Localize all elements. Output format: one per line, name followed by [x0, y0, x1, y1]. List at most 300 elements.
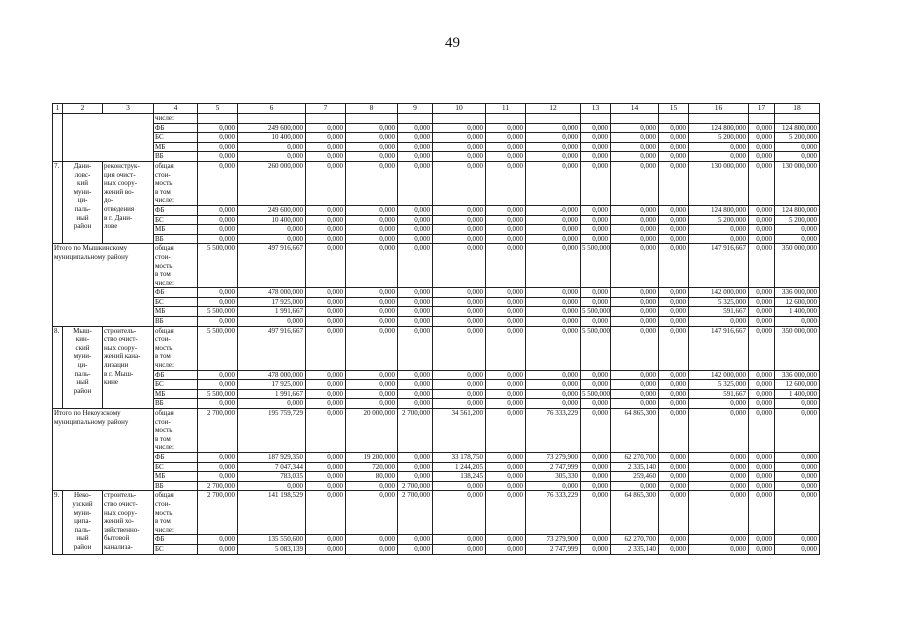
funding-source: БС — [154, 297, 198, 307]
column-number: 10 — [433, 104, 486, 114]
value-cell: 73 279,900 — [526, 452, 581, 462]
value-cell: 0,000 — [398, 307, 433, 317]
value-cell: 0,000 — [486, 142, 526, 152]
value-cell: 0,000 — [346, 215, 398, 225]
value-cell: 0,000 — [749, 317, 775, 327]
value-cell: 5 500,000 — [582, 307, 610, 316]
value-cell: 0,000 — [486, 161, 526, 205]
funding-source: ФБ — [154, 123, 198, 133]
value-cell: 124 800,000 — [775, 205, 820, 215]
value-cell: 0,000 — [433, 152, 486, 162]
value-cell: 0,000 — [346, 123, 398, 133]
value-cell: 497 916,667 — [238, 326, 306, 370]
value-cell: 5 200,000 — [689, 133, 749, 143]
value-cell: 478 000,000 — [238, 288, 306, 298]
value-cell: 130 000,000 — [689, 161, 749, 205]
value-cell: 142 000,000 — [689, 370, 749, 380]
value-cell: 7 047,344 — [238, 462, 306, 472]
value-cell: 0,000 — [775, 544, 820, 554]
value-cell: 0,000 — [486, 389, 526, 399]
empty-cell — [238, 114, 306, 124]
value-cell: 0,000 — [581, 142, 611, 152]
value-cell: 0,000 — [198, 370, 238, 380]
value-cell: 0,000 — [526, 225, 581, 235]
value-cell: 0,000 — [659, 409, 689, 453]
value-cell: 0,000 — [198, 123, 238, 133]
value-cell: 0,000 — [581, 481, 611, 491]
value-cell: 0,000 — [486, 462, 526, 472]
value-cell: 2 700,000 — [198, 481, 238, 491]
value-cell: 0,000 — [526, 152, 581, 162]
column-number: 2 — [63, 104, 103, 114]
value-cell: 0,000 — [611, 380, 659, 390]
value-cell: 0,000 — [749, 491, 775, 535]
table-row — [53, 234, 820, 244]
value-cell: 0,000 — [306, 491, 346, 535]
value-cell: 0,000 — [198, 472, 238, 482]
value-cell: 0,000 — [749, 481, 775, 491]
value-cell: 124 800,000 — [689, 205, 749, 215]
value-cell: 0,000 — [486, 307, 526, 317]
funding-source: ФБ — [154, 288, 198, 298]
value-cell: 0,000 — [775, 142, 820, 152]
value-cell: 0,000 — [611, 481, 659, 491]
table-row — [53, 317, 820, 327]
value-cell: 0,000 — [198, 399, 238, 409]
value-cell: 0,000 — [306, 481, 346, 491]
value-cell: 0,000 — [486, 133, 526, 143]
value-cell: 0,000 — [775, 452, 820, 462]
value-cell: 0,000 — [433, 535, 486, 545]
value-cell: 0,000 — [749, 123, 775, 133]
table-row — [53, 244, 820, 288]
value-cell: 0,000 — [749, 544, 775, 554]
value-cell: 0,000 — [398, 133, 433, 143]
value-cell: 350 000,000 — [775, 326, 820, 370]
row-type-label: общая стои- мость в том числе: — [154, 491, 198, 535]
funding-source: ФБ — [154, 452, 198, 462]
header-row — [53, 104, 820, 114]
value-cell: 0,000 — [346, 133, 398, 143]
value-cell: 0,000 — [486, 491, 526, 535]
value-cell: 187 929,350 — [238, 452, 306, 462]
table-row — [53, 297, 820, 307]
table-row — [53, 307, 820, 317]
value-cell: 5 200,000 — [689, 215, 749, 225]
value-cell: 0,000 — [775, 481, 820, 491]
value-cell: 0,000 — [526, 133, 581, 143]
empty-cell — [306, 114, 346, 124]
value-cell: 0,000 — [398, 234, 433, 244]
empty-cell — [63, 114, 154, 162]
value-cell: 0,000 — [306, 452, 346, 462]
value-cell: 19 200,000 — [346, 452, 398, 462]
funding-source: ВБ — [154, 152, 198, 162]
value-cell: 0,000 — [306, 380, 346, 390]
value-cell: 0,000 — [749, 307, 775, 317]
value-cell: 0,000 — [611, 244, 659, 288]
value-cell: 0,000 — [198, 297, 238, 307]
value-cell: 0,000 — [581, 462, 611, 472]
value-cell: 0,000 — [198, 225, 238, 235]
value-cell: 0,000 — [306, 307, 346, 317]
value-cell: 0,000 — [486, 225, 526, 235]
row-type-label: общая стои- мость в том числе: — [154, 326, 198, 370]
value-cell: 0,000 — [398, 452, 433, 462]
column-number: 15 — [659, 104, 689, 114]
value-cell: 0,000 — [306, 133, 346, 143]
value-cell: 5 500,000 — [582, 389, 610, 398]
value-cell: 0,000 — [659, 225, 689, 235]
value-cell: 0,000 — [306, 288, 346, 298]
value-cell: 0,000 — [306, 234, 346, 244]
value-cell: 0,000 — [581, 133, 611, 143]
value-cell: 0,000 — [433, 326, 486, 370]
value-cell: 64 865,300 — [611, 409, 659, 453]
value-cell: 0,000 — [398, 244, 433, 288]
value-cell: 0,000 — [346, 142, 398, 152]
value-cell: 0,000 — [346, 326, 398, 370]
value-cell: 0,000 — [306, 142, 346, 152]
value-cell: 2 700,000 — [398, 491, 433, 535]
empty-cell — [581, 114, 611, 124]
value-cell: 0,000 — [198, 205, 238, 215]
table-row — [53, 288, 820, 298]
value-cell: 0,000 — [306, 472, 346, 482]
table-row — [53, 123, 820, 133]
value-cell: 5 500,000 — [581, 244, 611, 288]
value-cell: 0,000 — [238, 399, 306, 409]
empty-cell — [433, 114, 486, 124]
value-cell: 0,000 — [526, 234, 581, 244]
value-cell: 64 865,300 — [611, 491, 659, 535]
value-cell: 0,000 — [689, 472, 749, 482]
value-cell: 0,000 — [659, 481, 689, 491]
value-cell: 305,330 — [526, 472, 581, 482]
value-cell: 2 700,000 — [398, 481, 433, 491]
value-cell: 0,000 — [398, 544, 433, 554]
value-cell: 0,000 — [659, 215, 689, 225]
value-cell: 0,000 — [611, 133, 659, 143]
value-cell: 62 270,700 — [611, 535, 659, 545]
value-cell: 0,000 — [749, 399, 775, 409]
funding-source: ФБ — [154, 205, 198, 215]
value-cell: 0,000 — [346, 152, 398, 162]
value-cell: 0,000 — [581, 380, 611, 390]
value-cell: 0,000 — [346, 297, 398, 307]
value-cell: 33 178,750 — [433, 452, 486, 462]
value-cell: 0,000 — [749, 380, 775, 390]
value-cell: 0,000 — [306, 205, 346, 215]
value-cell: 336 000,000 — [775, 370, 820, 380]
district-name: Неко- узский муни- ципа- паль- ный район — [63, 491, 103, 554]
column-number: 7 — [306, 104, 346, 114]
funding-source: МБ — [154, 142, 198, 152]
column-number: 4 — [154, 104, 198, 114]
value-cell: 0,000 — [659, 205, 689, 215]
table-row — [53, 389, 820, 399]
value-cell: 5 500,000 — [198, 244, 238, 288]
value-cell: 0,000 — [198, 462, 238, 472]
value-cell: 0,000 — [611, 389, 659, 399]
value-cell: 0,000 — [581, 288, 611, 298]
value-cell: 73 279,900 — [526, 535, 581, 545]
value-cell: 0,000 — [526, 142, 581, 152]
value-cell: 0,000 — [775, 491, 820, 535]
value-cell: 0,000 — [775, 409, 820, 453]
value-cell: 0,000 — [238, 317, 306, 327]
value-cell: 0,000 — [398, 380, 433, 390]
value-cell: 0,000 — [398, 225, 433, 235]
value-cell: 0,000 — [581, 472, 611, 482]
value-cell: 0,000 — [198, 215, 238, 225]
value-cell: 0,000 — [433, 370, 486, 380]
value-cell: 0,000 — [398, 152, 433, 162]
value-cell: 0,000 — [486, 544, 526, 554]
value-cell: 0,000 — [433, 234, 486, 244]
value-cell: 0,000 — [198, 317, 238, 327]
value-cell: 0,000 — [659, 544, 689, 554]
value-cell: 2 747,999 — [526, 544, 581, 554]
value-cell: 0,000 — [749, 409, 775, 453]
value-cell: 0,000 — [398, 161, 433, 205]
value-cell: 0,000 — [775, 399, 820, 409]
value-cell: 0,000 — [659, 297, 689, 307]
value-cell: 12 600,000 — [775, 380, 820, 390]
row-type-label: общая стои- мость в том числе: — [154, 409, 198, 453]
item-number: 9. — [53, 491, 63, 554]
value-cell: 0,000 — [398, 370, 433, 380]
value-cell: 0,000 — [306, 244, 346, 288]
table-row — [53, 535, 820, 545]
value-cell: 0,000 — [306, 123, 346, 133]
value-cell: 0,000 — [238, 234, 306, 244]
value-cell: 0,000 — [306, 152, 346, 162]
value-cell: 249 600,000 — [238, 123, 306, 133]
table-row — [53, 491, 820, 535]
value-cell: 0,000 — [611, 326, 659, 370]
value-cell: 0,000 — [433, 133, 486, 143]
value-cell: 497 916,667 — [238, 244, 306, 288]
value-cell: 124 800,000 — [775, 123, 820, 133]
value-cell: 0,000 — [486, 472, 526, 482]
column-number: 1 — [53, 104, 63, 114]
value-cell: 0,000 — [346, 481, 398, 491]
funding-source: ВБ — [154, 234, 198, 244]
empty-cell — [749, 114, 775, 124]
funding-source: ВБ — [154, 317, 198, 327]
value-cell: 2 700,000 — [198, 409, 238, 453]
value-cell: 0,000 — [398, 215, 433, 225]
district-name: Дани- ловс- кий муни- ци- паль- ный район — [63, 161, 103, 243]
value-cell: 0,000 — [526, 297, 581, 307]
value-cell: 1 991,667 — [238, 307, 306, 317]
value-cell: 138,245 — [433, 472, 486, 482]
value-cell: 0,000 — [486, 370, 526, 380]
value-cell: 0,000 — [306, 161, 346, 205]
value-cell: 0,000 — [486, 481, 526, 491]
value-cell: 0,000 — [398, 288, 433, 298]
value-cell: 0,000 — [659, 491, 689, 535]
value-cell: 0,000 — [611, 161, 659, 205]
value-cell: 0,000 — [306, 326, 346, 370]
value-cell: 0,000 — [346, 399, 398, 409]
value-cell: 0,000 — [398, 123, 433, 133]
value-cell: 0,000 — [749, 462, 775, 472]
table-row — [53, 452, 820, 462]
value-cell: 10 400,000 — [238, 215, 306, 225]
table-row — [53, 161, 820, 205]
value-cell: 0,000 — [526, 161, 581, 205]
table-row — [53, 326, 820, 370]
value-cell: 0,000 — [775, 472, 820, 482]
value-cell: 20 000,000 — [346, 409, 398, 453]
value-cell: 0,000 — [526, 215, 581, 225]
value-cell: 0,000 — [526, 326, 581, 370]
value-cell: 0,000 — [486, 215, 526, 225]
value-cell: 5 325,000 — [689, 380, 749, 390]
value-cell: 0,000 — [346, 370, 398, 380]
table-row — [53, 152, 820, 162]
value-cell: 0,000 — [306, 370, 346, 380]
value-cell: 130 000,000 — [775, 161, 820, 205]
value-cell: 0,000 — [659, 452, 689, 462]
value-cell: 0,000 — [749, 133, 775, 143]
value-cell: 0,000 — [346, 380, 398, 390]
value-cell: 0,000 — [581, 409, 611, 453]
value-cell: 0,000 — [611, 142, 659, 152]
table-row — [53, 481, 820, 491]
funding-source: МБ — [154, 225, 198, 235]
value-cell: 1 991,667 — [238, 389, 306, 399]
value-cell: 0,000 — [659, 380, 689, 390]
value-cell: 0,000 — [749, 205, 775, 215]
value-cell: 0,000 — [611, 370, 659, 380]
value-cell: 0,000 — [611, 152, 659, 162]
value-cell: 0,000 — [749, 215, 775, 225]
value-cell: 5 325,000 — [689, 297, 749, 307]
value-cell: 0,000 — [749, 142, 775, 152]
value-cell: 142 000,000 — [689, 288, 749, 298]
value-cell: 0,000 — [689, 399, 749, 409]
value-cell: 0,000 — [775, 225, 820, 235]
value-cell: 0,000 — [775, 535, 820, 545]
value-cell: 0,000 — [486, 234, 526, 244]
value-cell: 0,000 — [581, 215, 611, 225]
value-cell: 0,000 — [689, 452, 749, 462]
value-cell: -0,000 — [526, 205, 581, 215]
value-cell: 0,000 — [433, 491, 486, 535]
value-cell: 0,000 — [749, 326, 775, 370]
funding-source: МБ — [154, 389, 198, 399]
item-number: 7. — [53, 161, 63, 243]
value-cell: 0,000 — [198, 161, 238, 205]
value-cell: 0,000 — [611, 317, 659, 327]
itogo-label: Итого по Мышкинскому муниципальному району — [53, 244, 154, 326]
value-cell: 0,000 — [433, 244, 486, 288]
value-cell: 0,000 — [433, 288, 486, 298]
table-row — [53, 472, 820, 482]
value-cell: 0,000 — [346, 317, 398, 327]
value-cell: 0,000 — [749, 152, 775, 162]
value-cell: 0,000 — [398, 389, 433, 399]
value-cell: 0,000 — [611, 297, 659, 307]
empty-cell — [611, 114, 659, 124]
value-cell: 0,000 — [611, 399, 659, 409]
value-cell: 0,000 — [198, 234, 238, 244]
value-cell: 2 335,140 — [611, 462, 659, 472]
value-cell: 0,000 — [689, 491, 749, 535]
value-cell: 195 759,729 — [238, 409, 306, 453]
table-row — [53, 114, 820, 124]
value-cell: 0,000 — [749, 389, 775, 399]
value-cell: 0,000 — [581, 544, 611, 554]
column-number: 8 — [346, 104, 398, 114]
value-cell: 0,000 — [611, 288, 659, 298]
value-cell: 0,000 — [611, 205, 659, 215]
value-cell: 5 500,000 — [198, 307, 238, 317]
table-row — [53, 142, 820, 152]
column-number: 18 — [775, 104, 820, 114]
value-cell: 10 400,000 — [238, 133, 306, 143]
value-cell: 0,000 — [238, 142, 306, 152]
value-cell: 0,000 — [659, 535, 689, 545]
value-cell: 0,000 — [306, 389, 346, 399]
value-cell: 0,000 — [611, 215, 659, 225]
value-cell: 135 550,600 — [238, 535, 306, 545]
value-cell: 0,000 — [581, 491, 611, 535]
value-cell: 80,000 — [346, 472, 398, 482]
value-cell: 0,000 — [526, 244, 581, 288]
value-cell: 0,000 — [433, 225, 486, 235]
value-cell: 0,000 — [306, 462, 346, 472]
value-cell: 0,000 — [398, 462, 433, 472]
value-cell: 0,000 — [659, 142, 689, 152]
value-cell: 0,000 — [486, 326, 526, 370]
value-cell: 0,000 — [611, 123, 659, 133]
value-cell: 0,000 — [346, 544, 398, 554]
value-cell: 0,000 — [346, 389, 398, 399]
value-cell: 0,000 — [486, 297, 526, 307]
value-cell: 0,000 — [749, 297, 775, 307]
value-cell: 0,000 — [486, 399, 526, 409]
table-row — [53, 370, 820, 380]
value-cell: 0,000 — [306, 535, 346, 545]
value-cell: 0,000 — [486, 317, 526, 327]
value-cell: 0,000 — [486, 288, 526, 298]
value-cell: 0,000 — [581, 225, 611, 235]
value-cell: 76 333,229 — [526, 409, 581, 453]
value-cell: 0,000 — [398, 205, 433, 215]
value-cell: 0,000 — [659, 161, 689, 205]
value-cell: 0,000 — [433, 317, 486, 327]
value-cell: 0,000 — [486, 452, 526, 462]
table-row — [53, 399, 820, 409]
column-number: 14 — [611, 104, 659, 114]
value-cell: 259,460 — [611, 472, 659, 482]
value-cell: 0,000 — [689, 544, 749, 554]
value-cell: 0,000 — [526, 481, 581, 491]
value-cell: 34 561,200 — [433, 409, 486, 453]
value-cell: 147 916,667 — [689, 326, 749, 370]
value-cell: 0,000 — [398, 399, 433, 409]
column-number: 13 — [581, 104, 611, 114]
value-cell: 62 270,700 — [611, 452, 659, 462]
table-row — [53, 205, 820, 215]
funding-source: БС — [154, 380, 198, 390]
funding-source: БС — [154, 133, 198, 143]
value-cell: 0,000 — [433, 389, 486, 399]
